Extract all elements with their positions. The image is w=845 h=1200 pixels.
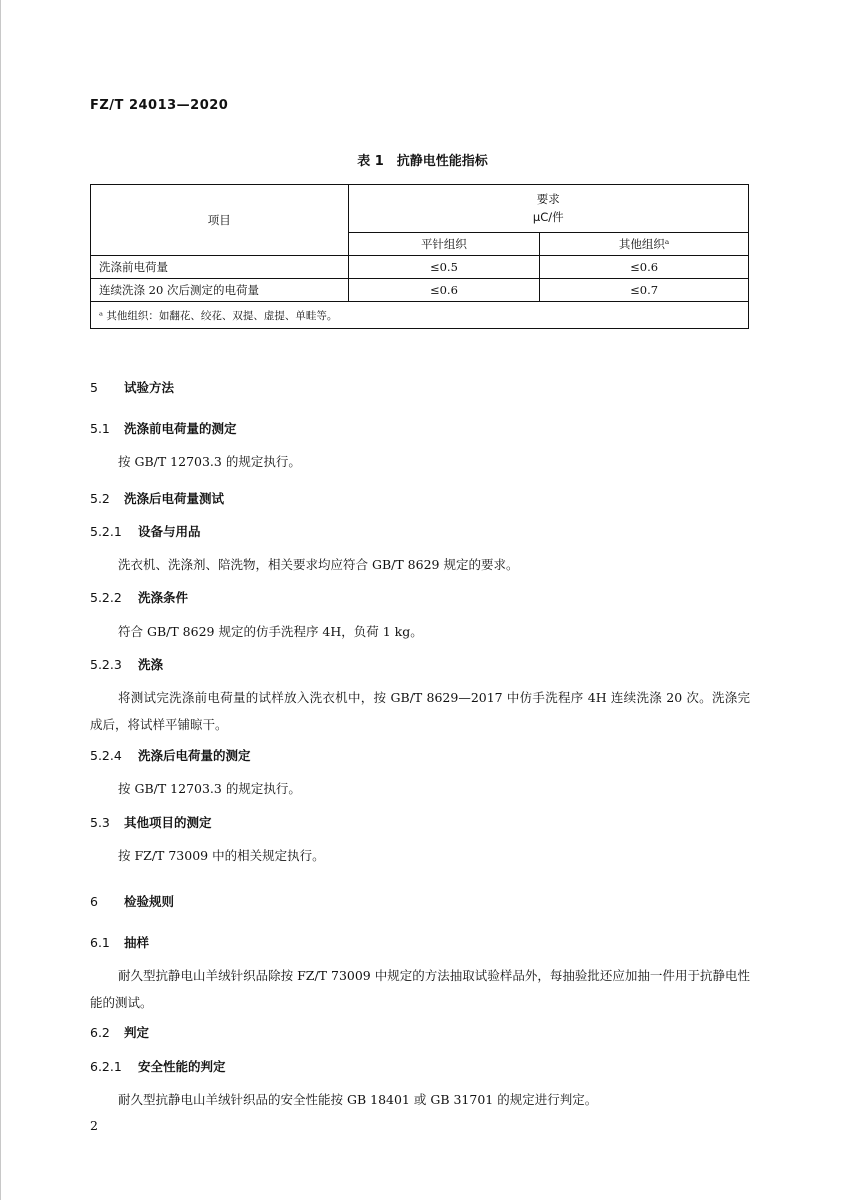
section-5-1-text: 按 GB/T 12703.3 的规定执行。 [118,454,301,469]
section-5-2-4-text: 按 GB/T 12703.3 的规定执行。 [118,781,301,796]
header-plain-knit: 平针组织 [348,232,540,255]
section-5-1-heading: 5.1 洗涤前电荷量的测定 [90,421,237,436]
cell-other-value: ≤0.6 [540,256,749,279]
section-6-1-heading: 6.1 抽样 [90,935,150,950]
section-5-2-4-heading: 5.2.4 洗涤后电荷量的测定 [90,748,251,763]
cell-item: 洗涤前电荷量 [91,256,349,279]
section-6-2-1-text: 耐久型抗静电山羊绒针织品的安全性能按 GB 18401 或 GB 31701 的规定进行判定。 [118,1092,598,1107]
table-footnote: ᵃ 其他组织：如翻花、绞花、双提、虚提、单畦等。 [91,302,749,329]
standard-code: FZ/T 24013—2020 [90,98,229,113]
table-row [91,256,749,279]
table-row [91,279,749,302]
cell-item: 连续洗涤 20 次后测定的电荷量 [91,279,349,302]
page-number: 2 [90,1118,98,1133]
section-6-heading: 6 检验规则 [90,894,175,909]
section-5-2-3-heading: 5.2.3 洗涤 [90,657,164,672]
antistatic-index-table [90,184,749,329]
section-5-3-text: 按 FZ/T 73009 中的相关规定执行。 [118,848,325,863]
section-5-3-heading: 5.3 其他项目的测定 [90,815,212,830]
requirement-label: 要求 [536,192,560,207]
cell-other-value: ≤0.7 [540,279,749,302]
scan-edge [0,0,1,1200]
cell-plain-value: ≤0.6 [348,279,540,302]
section-5-heading: 5 试验方法 [90,380,175,395]
section-5-2-1-heading: 5.2.1 设备与用品 [90,524,201,539]
section-5-2-heading: 5.2 洗涤后电荷量测试 [90,491,225,506]
section-5-2-3-text: 将测试完洗涤前电荷量的试样放入洗衣机中，按 GB/T 8629—2017 中仿手洗程序 4H 连续洗涤 20 次。洗涤完成后，将试样平铺晾干。 [90,690,750,732]
header-requirement [348,185,748,233]
section-5-2-2-heading: 5.2.2 洗涤条件 [90,590,189,605]
section-6-1-text: 耐久型抗静电山羊绒针织品除按 FZ/T 73009 中规定的方法抽取试验样品外，每抽验批还应加抽一件用于抗静电性能的测试。 [90,968,750,1010]
section-5-2-1-text: 洗衣机、洗涤剂、陪洗物，相关要求均应符合 GB/T 8629 规定的要求。 [118,557,519,572]
requirement-unit: μC/件 [532,210,564,225]
cell-plain-value: ≤0.5 [348,256,540,279]
header-other-knit: 其他组织ᵃ [540,232,749,255]
section-6-2-1-heading: 6.2.1 安全性能的判定 [90,1059,226,1074]
header-item: 项目 [91,185,349,256]
section-5-2-2-text: 符合 GB/T 8629 规定的仿手洗程序 4H，负荷 1 kg。 [118,624,423,639]
table-title: 表 1 抗静电性能指标 [357,154,488,169]
section-6-2-heading: 6.2 判定 [90,1025,150,1040]
